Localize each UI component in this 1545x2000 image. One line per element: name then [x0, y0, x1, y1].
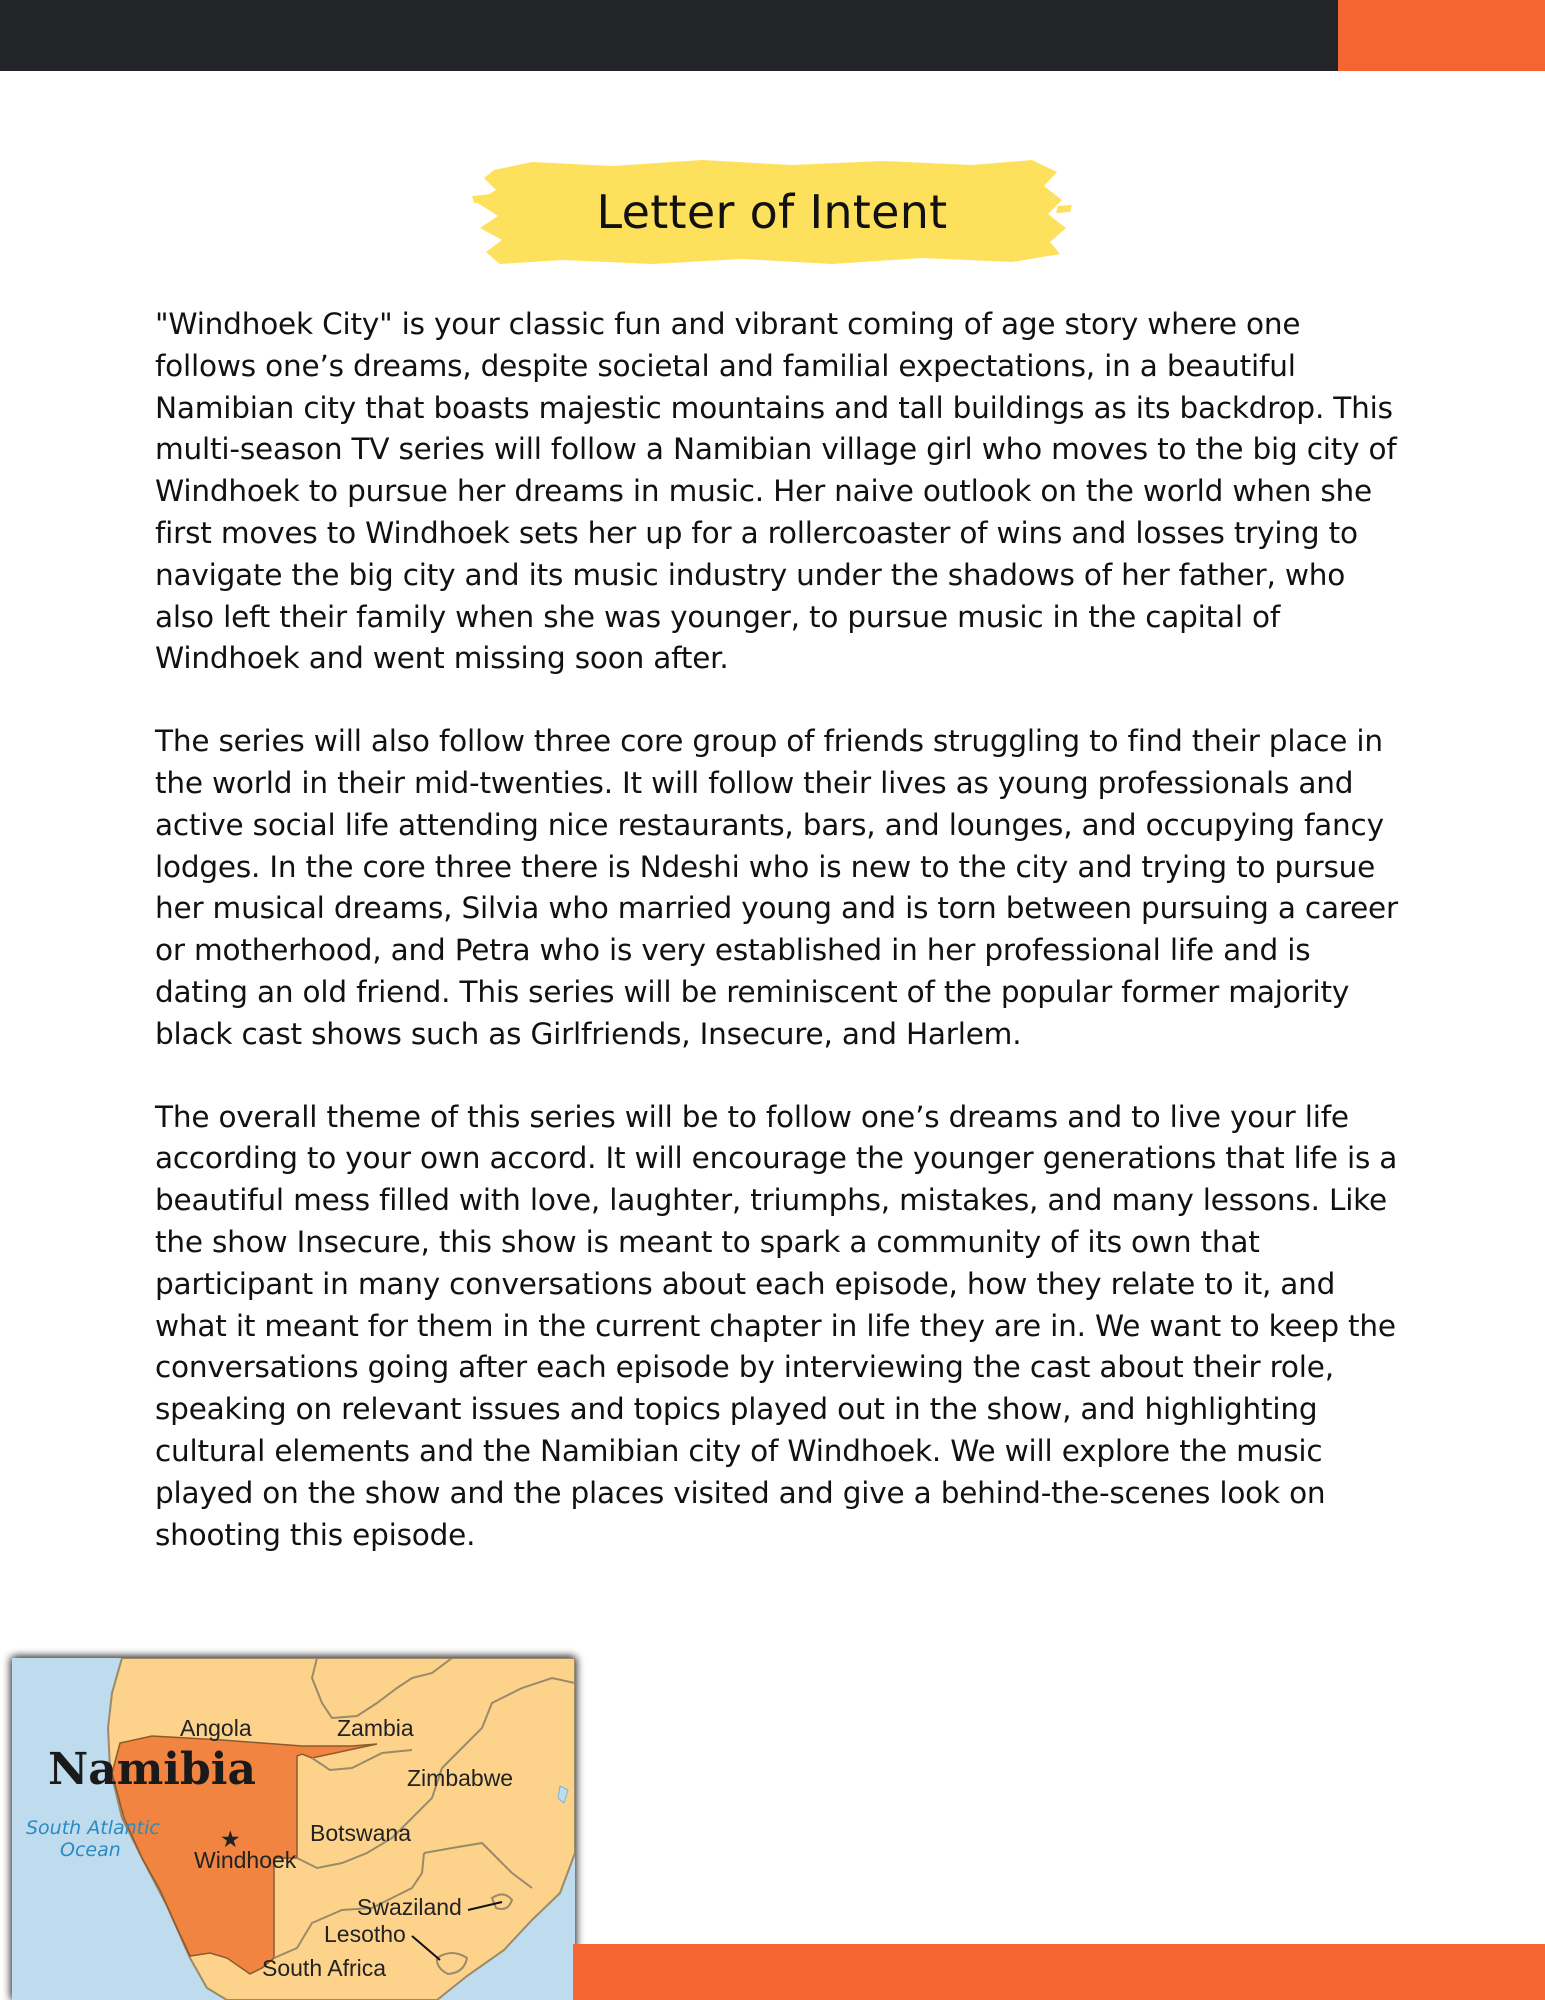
- header-dark-bar: [0, 0, 1338, 71]
- paragraph-premise: "Windhoek City" is your classic fun and vibrant coming of age story where one follows one’s dreams, despite societal and familial expectations, in a beautiful Namibian city that boasts majestic mountains and tall buildings as its backdrop. This multi-season TV series will follow a Namibian village girl who moves to the big city of Windhoek to pursue her dreams in music. Her naive outlook on the world when she first moves to Windhoek sets her up for a rollercoaster of wins and losses trying to navigate the big city and its music industry under the shadows of her father, who also left their family when she was younger, to pursue music in the capital of Windhoek and went missing soon after.: [155, 307, 1397, 676]
- paragraph-characters: The series will also follow three core group of friends struggling to find their place in the world in their mid-twenties. It will follow their lives as young professionals and active social life attending nice restaurants, bars, and lounges, and occupying fancy lodges. In the core three there is Ndeshi who is new to the city and trying to pursue her musical dreams, Silvia who married young and is torn between pursuing a career or motherhood, and Petra who is very established in her professional life and is dating an old friend. This series will be reminiscent of the popular former majority black cast shows such as Girlfriends, Insecure, and Harlem.: [155, 724, 1398, 1051]
- footer-accent-bar: [573, 1944, 1545, 2000]
- paragraph-theme: The overall theme of this series will be to follow one’s dreams and to live your life according to your own accord. It will encourage the younger generations that life is a beautiful mess filled with love, laughter, triumphs, mistakes, and many lessons. Like the show Insecure, this show is meant to spark a community of its own that participant in many conversations about each episode, how they relate to it, and what it meant for them in the current chapter in life they are in. We want to keep the conversations going after each episode by interviewing the cast about their role, speaking on relevant issues and topics played out in the show, and highlighting cultural elements and the Namibian city of Windhoek. We will explore the music played on the show and the places visited and give a behind-the-scenes look on shooting this episode.: [155, 1099, 1398, 1552]
- namibia-map: [12, 1658, 575, 2000]
- capital-star-icon: ★: [220, 1826, 241, 1852]
- label-south-africa: South Africa: [262, 1955, 387, 1981]
- label-swaziland: Swaziland: [357, 1894, 462, 1920]
- page-title: Letter of Intent: [596, 185, 948, 239]
- label-zimbabwe: Zimbabwe: [407, 1765, 514, 1791]
- label-zambia: Zambia: [337, 1715, 414, 1741]
- letter-body: [155, 304, 1405, 1597]
- label-botswana: Botswana: [310, 1820, 412, 1846]
- swaziland-region: [492, 1894, 512, 1909]
- label-windhoek: Windhoek: [194, 1847, 297, 1873]
- label-lesotho: Lesotho: [324, 1921, 406, 1947]
- header-accent-block: [1338, 0, 1545, 71]
- title-banner: [472, 156, 1072, 268]
- label-ocean-line1: South Atlantic: [26, 1817, 160, 1839]
- label-angola: Angola: [180, 1715, 252, 1741]
- label-ocean-line2: Ocean: [60, 1839, 121, 1861]
- label-namibia: Namibia: [48, 1744, 256, 1795]
